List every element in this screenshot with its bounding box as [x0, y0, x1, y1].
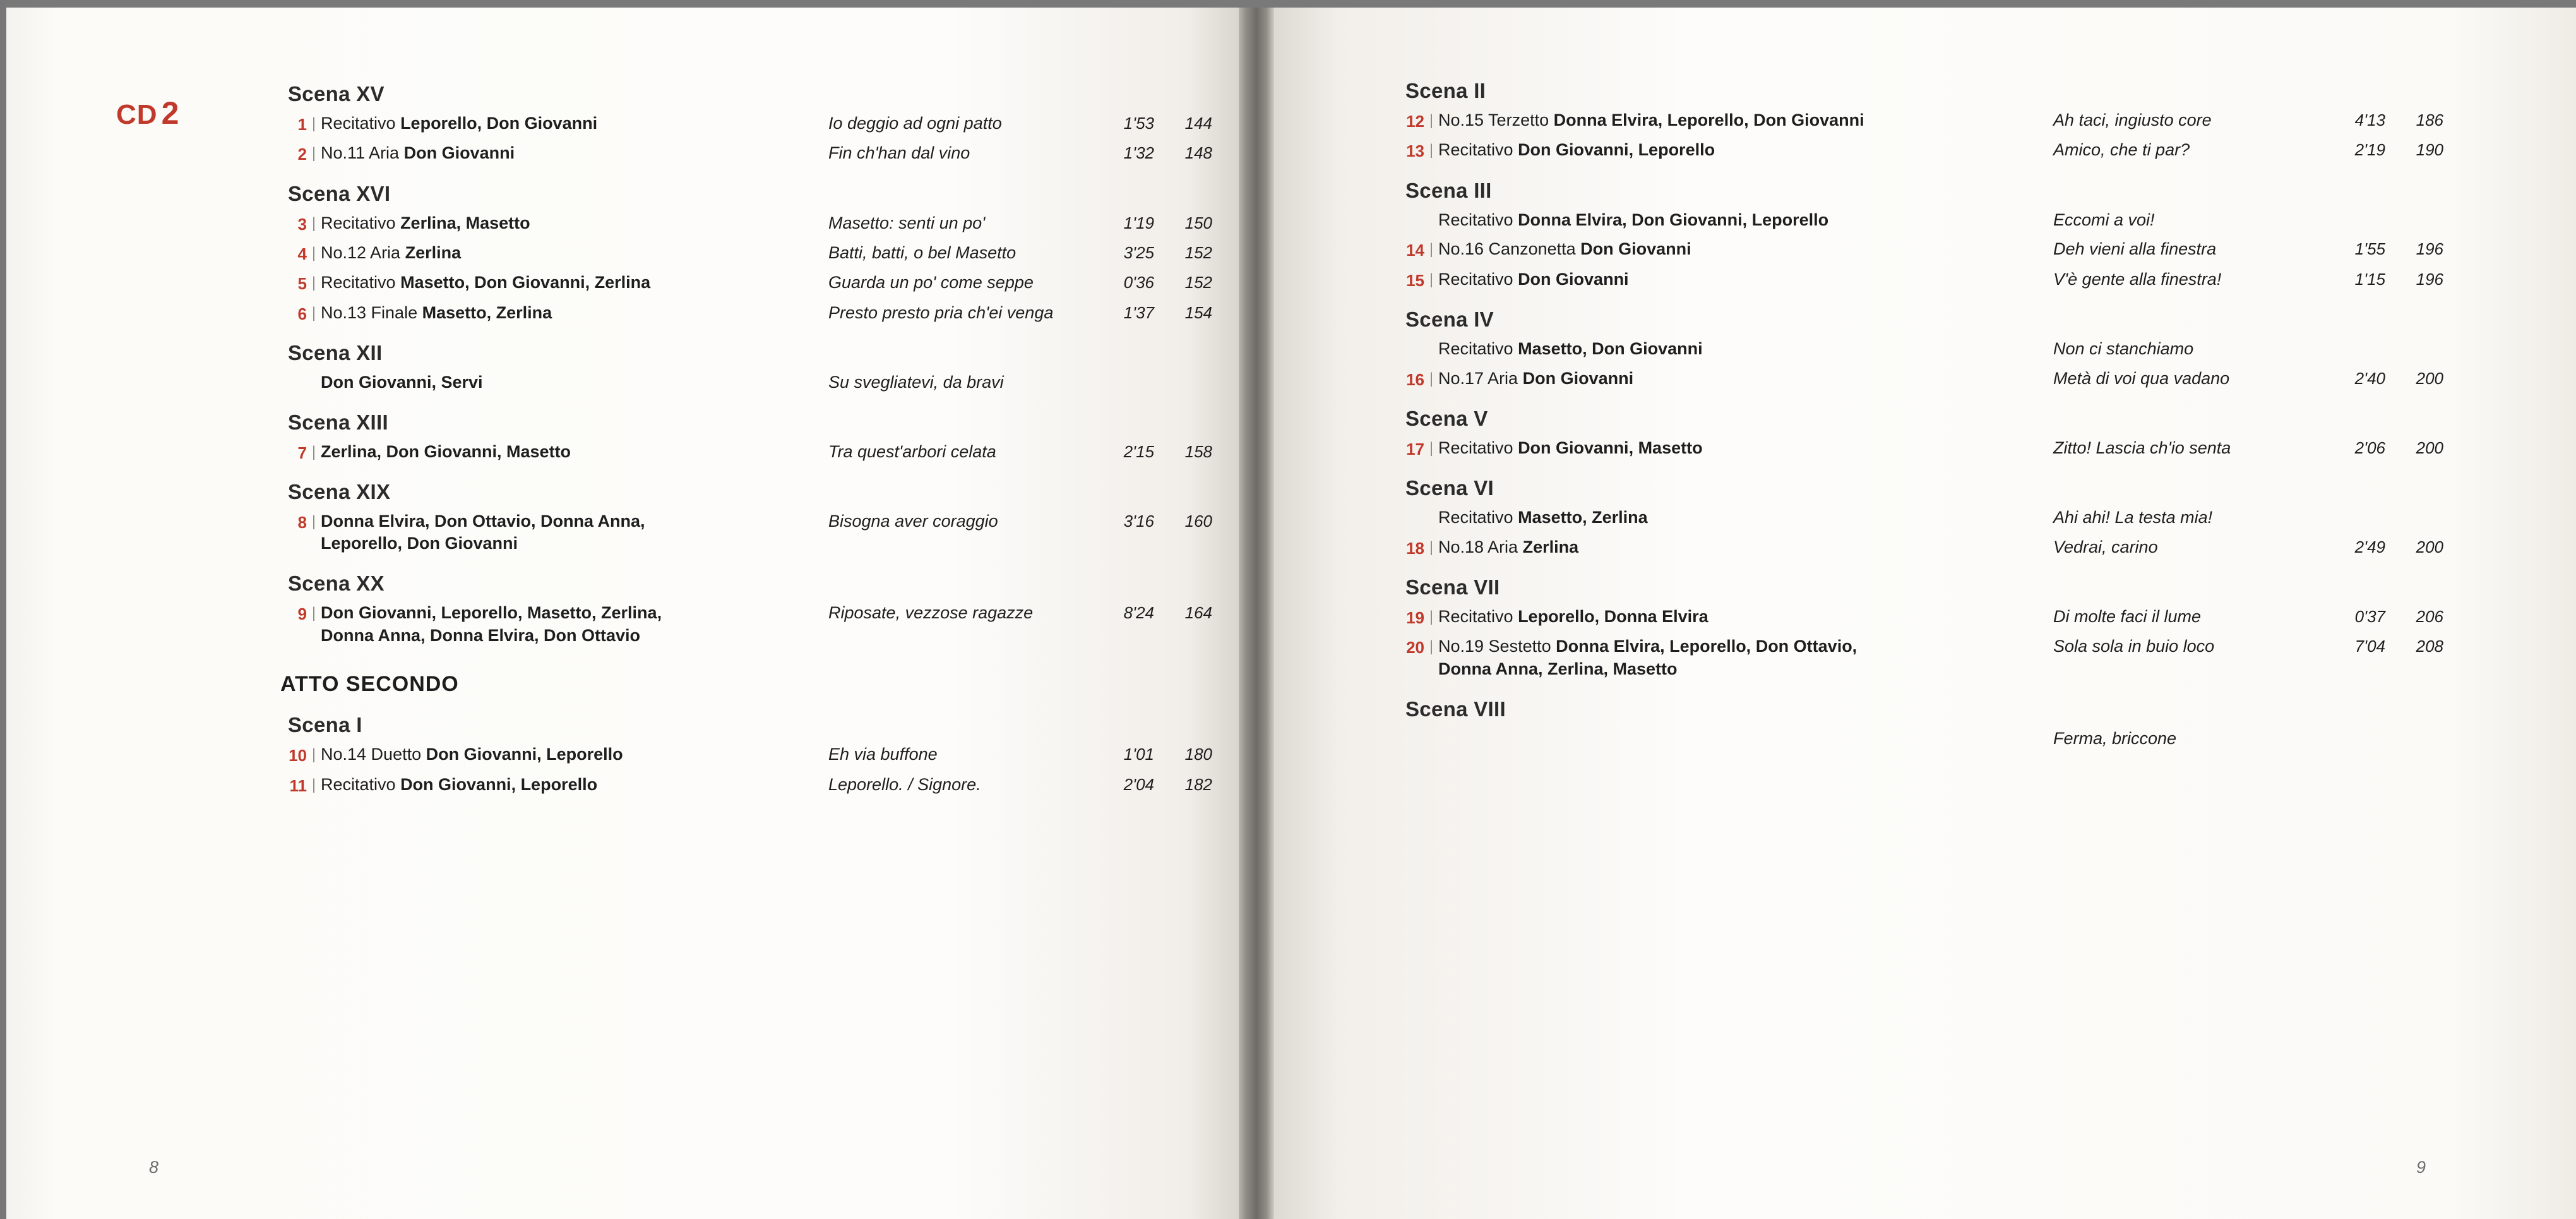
track-libretto-page: 190	[2416, 140, 2443, 160]
track-row[interactable]	[1395, 109, 2443, 132]
track-separator: |	[1429, 638, 1434, 656]
folio-right: 9	[2416, 1158, 2426, 1177]
track-separator: |	[1429, 439, 1434, 457]
track-separator: |	[311, 604, 316, 622]
right-track-list	[1395, 79, 2443, 757]
track-kind: No.17 Aria	[1438, 368, 1523, 388]
track-row[interactable]	[278, 441, 1212, 464]
track-incipit: V'è gente alla finestra!	[2053, 269, 2222, 289]
left-track-list	[278, 82, 1212, 803]
track-incipit: Ferma, briccone	[2053, 728, 2177, 748]
folio-left: 8	[149, 1158, 159, 1177]
track-kind: Recitativo	[1438, 339, 1518, 358]
track-duration: 1'37	[1123, 303, 1154, 322]
track-row[interactable]	[1395, 606, 2443, 628]
track-libretto-page: 164	[1184, 603, 1212, 623]
track-libretto-page: 200	[2416, 438, 2443, 457]
track-incipit: Zitto! Lascia ch'io senta	[2053, 438, 2231, 457]
track-number	[1395, 728, 1424, 729]
track-separator: |	[311, 746, 316, 764]
track-duration: 2'06	[2354, 438, 2385, 457]
track-kind: No.19 Sestetto	[1438, 637, 1556, 656]
track-number: 13	[1406, 141, 1424, 161]
scene-heading: Scena VII	[1405, 575, 1500, 599]
track-title	[1438, 209, 2053, 232]
track-title	[321, 242, 828, 265]
track-libretto-page: 200	[2416, 368, 2443, 388]
track-number: 17	[1406, 439, 1424, 459]
track-row[interactable]	[278, 743, 1212, 766]
track-roles: Don Giovanni	[1580, 239, 1691, 259]
track-title	[1438, 536, 2053, 559]
track-duration: 7'04	[2354, 637, 2385, 656]
track-row[interactable]	[1395, 437, 2443, 460]
track-row[interactable]	[1395, 507, 2443, 529]
track-duration: 0'37	[2354, 607, 2385, 627]
track-kind: Recitativo	[321, 774, 401, 794]
track-kind: Recitativo	[1438, 140, 1518, 160]
scene-heading: Scena XX	[288, 572, 385, 596]
act-heading: ATTO SECONDO	[280, 672, 459, 697]
track-libretto-page: 180	[1184, 745, 1212, 764]
track-number	[1395, 507, 1424, 508]
scene-heading: Scena XV	[288, 82, 385, 105]
track-libretto-page: 196	[2416, 269, 2443, 289]
track-number	[278, 371, 307, 373]
track-separator: |	[311, 145, 316, 162]
track-roles: Don Giovanni, Servi	[321, 372, 483, 392]
scene-heading: Scena VIII	[1405, 697, 1506, 721]
track-kind: No.11 Aria	[321, 143, 404, 163]
track-duration: 1'19	[1123, 213, 1154, 232]
track-duration: 1'01	[1123, 745, 1154, 764]
track-title	[321, 441, 828, 464]
track-libretto-page: 208	[2416, 637, 2443, 656]
track-libretto-page: 152	[1184, 273, 1212, 292]
track-separator: |	[1429, 369, 1434, 387]
track-title	[1438, 139, 2053, 162]
track-kind: Recitativo	[321, 213, 401, 232]
track-kind: No.16 Canzonetta	[1438, 239, 1581, 259]
track-row[interactable]	[278, 371, 1212, 394]
track-title	[1438, 238, 2053, 261]
track-duration: 2'15	[1123, 441, 1154, 461]
track-title	[321, 774, 828, 796]
track-incipit: Guarda un po' come seppe	[828, 273, 1034, 292]
track-duration: 0'36	[1123, 273, 1154, 292]
track-number: 2	[297, 145, 307, 164]
track-title	[321, 510, 828, 555]
track-separator: |	[311, 776, 316, 793]
track-incipit: Riposate, vezzose ragazze	[828, 603, 1034, 623]
track-duration: 2'40	[2354, 368, 2385, 388]
track-duration: 1'53	[1123, 114, 1154, 133]
track-libretto-page: 158	[1184, 441, 1212, 461]
track-kind: Recitativo	[1438, 607, 1518, 627]
track-number: 15	[1406, 270, 1424, 290]
track-row[interactable]	[278, 510, 1212, 555]
track-kind: Recitativo	[321, 114, 401, 133]
track-roles: Masetto, Zerlina	[1518, 508, 1648, 527]
track-libretto-page: 186	[2416, 111, 2443, 129]
track-number: 19	[1406, 608, 1424, 628]
track-incipit: Eh via buffone	[828, 745, 938, 764]
track-roles: Zerlina	[1522, 537, 1579, 556]
track-kind: Recitativo	[1438, 210, 1518, 229]
track-separator: |	[311, 512, 316, 530]
track-title	[1438, 109, 2053, 132]
track-roles: Don Giovanni, Leporello	[400, 774, 598, 794]
track-title	[321, 212, 828, 235]
track-row[interactable]	[1395, 338, 2443, 361]
track-number: 1	[297, 115, 307, 134]
track-row[interactable]	[1395, 368, 2443, 390]
track-title	[321, 602, 828, 647]
scene-heading: Scena XII	[288, 340, 383, 364]
track-title	[1438, 606, 2053, 628]
track-number: 9	[297, 604, 307, 624]
scene-heading: Scena II	[1405, 79, 1486, 102]
scene-heading: Scena XIX	[288, 479, 391, 503]
track-row[interactable]	[1395, 238, 2443, 261]
track-number: 12	[1406, 112, 1424, 131]
track-number: 5	[297, 274, 307, 294]
track-number: 16	[1406, 369, 1424, 389]
track-libretto-page: 182	[1184, 774, 1212, 794]
track-title	[321, 371, 828, 394]
track-separator: |	[1429, 538, 1434, 556]
track-roles: Donna Elvira, Leporello, Don Giovanni	[1553, 111, 1864, 129]
track-kind: No.18 Aria	[1438, 537, 1523, 556]
track-separator: |	[1429, 270, 1434, 288]
track-incipit: Tra quest'arbori celata	[828, 441, 996, 461]
scene-heading: Scena VI	[1405, 476, 1494, 500]
track-roles: Don Giovanni, Leporello, Masetto, Zerlina, Donna Anna, Donna Elvira, Don Ottavio	[321, 603, 662, 645]
cd-number: 2	[161, 95, 180, 131]
track-number: 18	[1406, 538, 1424, 558]
track-number: 10	[289, 746, 307, 766]
track-title	[1438, 507, 2053, 529]
track-separator: |	[1429, 112, 1434, 129]
track-row[interactable]	[278, 302, 1212, 325]
track-duration: 3'25	[1123, 243, 1154, 262]
track-row[interactable]	[1395, 536, 2443, 559]
track-number: 4	[297, 244, 307, 263]
track-libretto-page: 160	[1184, 511, 1212, 531]
scene-heading: Scena XIII	[288, 410, 388, 434]
track-roles: Zerlina, Don Giovanni, Masetto	[321, 441, 571, 461]
track-roles: Don Giovanni, Leporello	[1518, 140, 1715, 160]
track-incipit: Eccomi a voi!	[2053, 210, 2155, 229]
track-incipit: Di molte faci il lume	[2053, 607, 2202, 627]
track-separator: |	[311, 244, 316, 261]
track-libretto-page: 144	[1184, 114, 1212, 133]
track-kind: No.12 Aria	[321, 243, 405, 262]
track-incipit: Fin ch'han dal vino	[828, 143, 970, 163]
track-incipit: Non ci stanchiamo	[2053, 339, 2194, 358]
track-duration: 1'55	[2354, 239, 2385, 259]
track-roles: Leporello, Donna Elvira	[1518, 607, 1708, 627]
track-incipit: Leporello. / Signore.	[828, 774, 981, 794]
track-duration: 1'32	[1123, 143, 1154, 163]
track-duration: 3'16	[1123, 511, 1154, 531]
track-incipit: Bisogna aver coraggio	[828, 511, 998, 531]
track-row[interactable]	[278, 774, 1212, 796]
track-separator: |	[311, 304, 316, 321]
track-number: 6	[297, 304, 307, 323]
track-kind: Recitativo	[321, 273, 401, 292]
track-duration: 2'49	[2354, 537, 2385, 556]
track-title	[321, 142, 828, 165]
track-libretto-page: 152	[1184, 243, 1212, 262]
track-number	[1395, 209, 1424, 210]
track-incipit: Io deggio ad ogni patto	[828, 114, 1002, 133]
track-row[interactable]	[1395, 268, 2443, 291]
track-title	[1438, 268, 2053, 291]
track-separator	[1424, 728, 1438, 749]
track-duration: 2'04	[1123, 774, 1154, 794]
track-kind: No.13 Finale	[321, 303, 422, 322]
track-kind: No.15 Terzetto	[1438, 111, 1554, 129]
track-separator: |	[311, 214, 316, 232]
track-separator	[1424, 209, 1438, 231]
track-separator: |	[1429, 241, 1434, 258]
track-title	[1438, 437, 2053, 460]
track-row[interactable]	[1395, 139, 2443, 162]
track-libretto-page: 196	[2416, 239, 2443, 259]
track-separator: |	[311, 274, 316, 292]
track-incipit: Vedrai, carino	[2053, 537, 2158, 556]
track-number: 8	[297, 512, 307, 532]
track-separator	[1424, 507, 1438, 528]
track-separator: |	[311, 443, 316, 460]
track-kind: No.14 Duetto	[321, 745, 426, 764]
track-title	[321, 302, 828, 325]
track-row[interactable]	[1395, 209, 2443, 232]
track-row[interactable]	[278, 272, 1212, 294]
track-roles: Masetto, Zerlina	[422, 303, 552, 322]
track-roles: Don Giovanni, Masetto	[1518, 438, 1703, 457]
track-separator: |	[1429, 608, 1434, 626]
track-title	[1438, 635, 2053, 680]
track-duration: 2'19	[2354, 140, 2385, 160]
track-separator	[1424, 338, 1438, 359]
scene-heading: Scena V	[1405, 406, 1488, 430]
track-row[interactable]	[278, 242, 1212, 265]
track-number: 20	[1406, 638, 1424, 658]
track-separator	[307, 371, 321, 393]
track-roles: Donna Elvira, Don Giovanni, Leporello	[1518, 210, 1829, 229]
cd-label-text: CD	[116, 99, 158, 130]
track-roles: Leporello, Don Giovanni	[400, 114, 598, 133]
track-libretto-page: 200	[2416, 537, 2443, 556]
track-separator: |	[1429, 141, 1434, 159]
track-incipit: Metà di voi qua vadano	[2053, 368, 2230, 388]
track-roles: Masetto, Don Giovanni, Zerlina	[400, 273, 651, 292]
scene-heading: Scena XVI	[288, 181, 391, 205]
track-separator: |	[311, 115, 316, 132]
track-row[interactable]	[278, 212, 1212, 235]
track-number: 11	[289, 776, 307, 795]
track-row[interactable]	[278, 602, 1212, 647]
track-roles: Donna Elvira, Leporello, Don Ottavio, Donna Anna, Zerlina, Masetto	[1438, 637, 1857, 678]
track-libretto-page: 154	[1184, 303, 1212, 322]
track-roles: Don Giovanni, Leporello	[426, 745, 623, 764]
track-row[interactable]	[278, 142, 1212, 165]
track-title	[321, 743, 828, 766]
track-number: 3	[297, 214, 307, 234]
track-roles: Masetto, Don Giovanni	[1518, 339, 1703, 358]
track-incipit: Su svegliatevi, da bravi	[828, 372, 1004, 392]
track-libretto-page: 206	[2416, 607, 2443, 627]
track-incipit: Deh vieni alla finestra	[2053, 239, 2217, 259]
track-duration: 4'13	[2354, 111, 2385, 129]
track-duration: 8'24	[1123, 603, 1154, 623]
track-row[interactable]	[278, 112, 1212, 135]
track-libretto-page: 150	[1184, 213, 1212, 232]
track-row[interactable]	[1395, 728, 2443, 750]
track-incipit: Batti, batti, o bel Masetto	[828, 243, 1017, 262]
track-kind: Recitativo	[1438, 269, 1518, 289]
track-number: 7	[297, 443, 307, 462]
track-incipit: Ahi ahi! La testa mia!	[2053, 508, 2213, 527]
track-roles: Don Giovanni	[1518, 269, 1629, 289]
track-roles: Zerlina	[405, 243, 462, 262]
track-title	[321, 112, 828, 135]
track-kind: Recitativo	[1438, 508, 1518, 527]
track-kind: Recitativo	[1438, 438, 1518, 457]
scene-heading: Scena I	[288, 713, 362, 737]
track-incipit: Masetto: senti un po'	[828, 213, 986, 232]
track-incipit: Amico, che ti par?	[2053, 140, 2190, 160]
track-title	[321, 272, 828, 294]
track-roles: Don Giovanni	[1522, 368, 1634, 388]
track-title	[1438, 368, 2053, 390]
track-incipit: Presto presto pria ch'ei venga	[828, 303, 1054, 322]
scene-heading: Scena III	[1405, 178, 1492, 202]
track-incipit: Ah taci, ingiusto core	[2053, 111, 2212, 129]
scene-heading: Scena IV	[1405, 307, 1494, 331]
track-row[interactable]	[1395, 635, 2443, 680]
track-duration: 1'15	[2354, 269, 2385, 289]
cd-label	[116, 95, 179, 131]
track-number: 14	[1406, 241, 1424, 260]
track-title	[1438, 338, 2053, 361]
track-roles: Donna Elvira, Don Ottavio, Donna Anna, Leporello, Don Giovanni	[321, 511, 645, 553]
track-incipit: Sola sola in buio loco	[2053, 637, 2215, 656]
track-roles: Zerlina, Masetto	[400, 213, 530, 232]
track-libretto-page: 148	[1184, 143, 1212, 163]
track-number	[1395, 338, 1424, 339]
track-roles: Don Giovanni	[403, 143, 515, 163]
